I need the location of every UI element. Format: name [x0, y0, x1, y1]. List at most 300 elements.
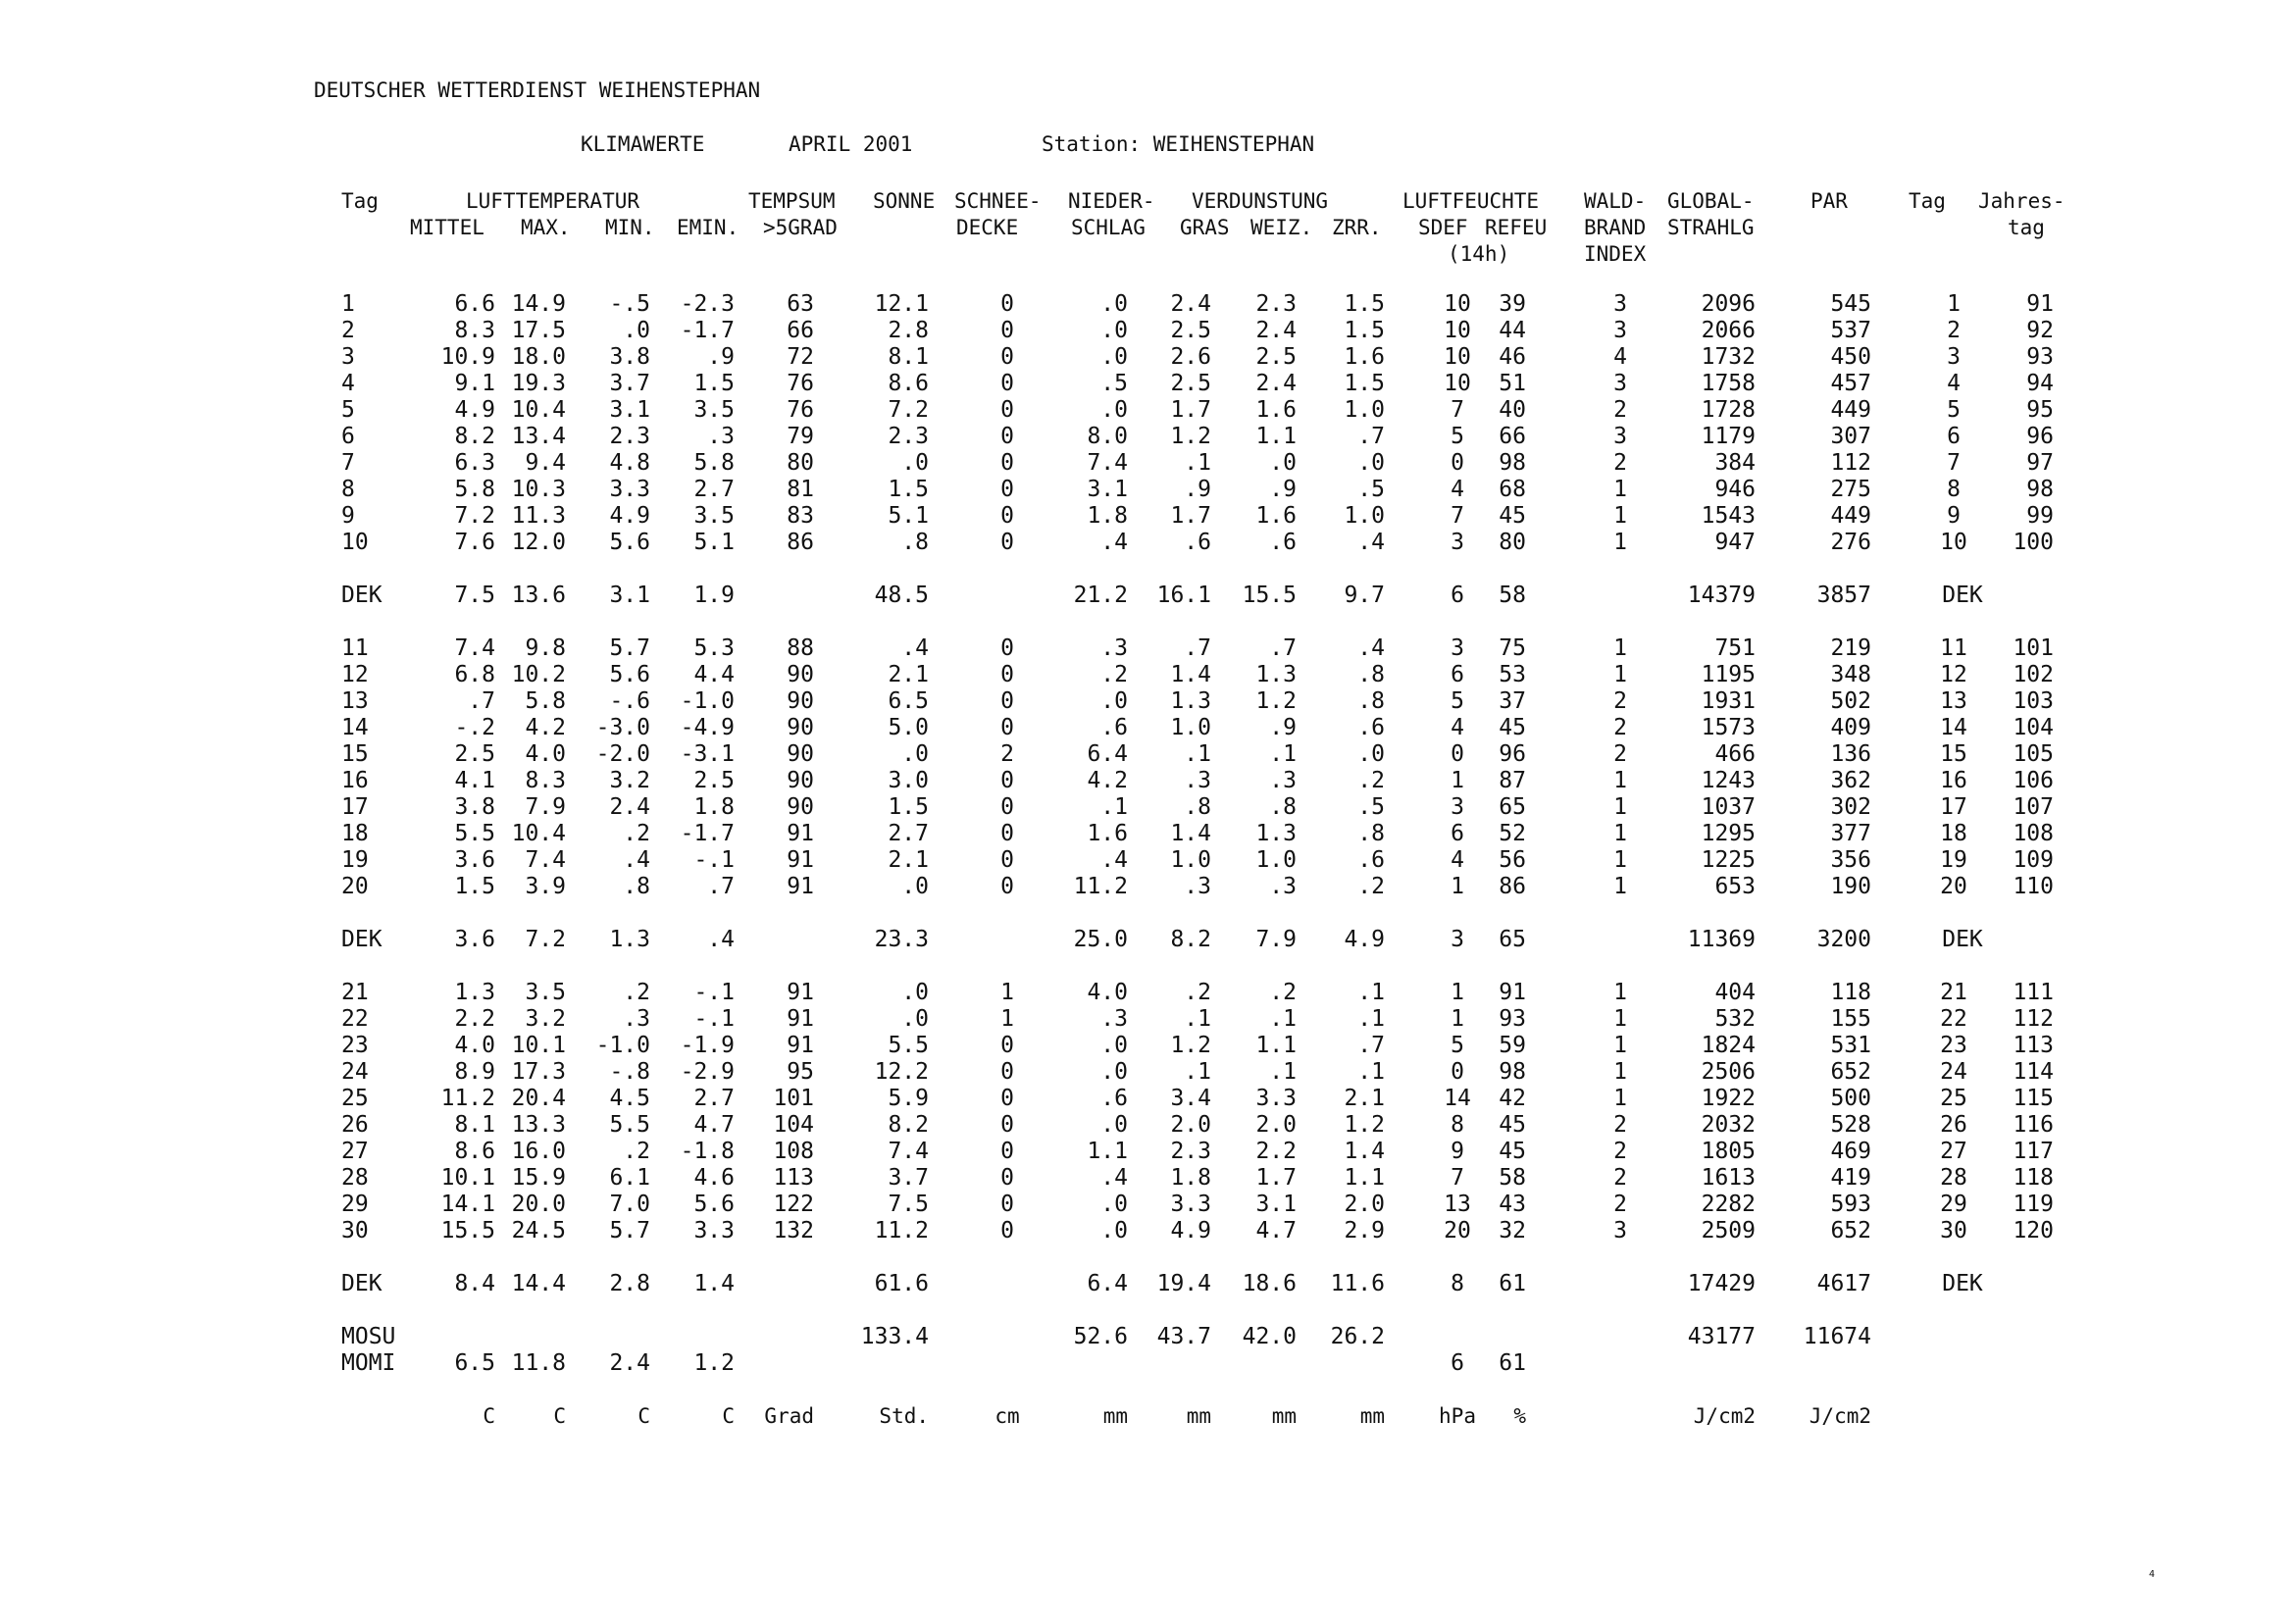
table-cell: 21: [341, 980, 369, 1005]
page-mark: 4: [2149, 1569, 2156, 1580]
table-cell: 2: [1613, 688, 1627, 714]
table-cell: 116: [2013, 1112, 2054, 1138]
table-cell: 3.7: [888, 1165, 929, 1191]
table-cell: 13: [1940, 688, 1967, 714]
table-cell: 3.1: [609, 583, 650, 608]
table-cell: 2.3: [609, 424, 650, 449]
table-cell: 25.0: [1073, 927, 1128, 952]
table-cell: -1.0: [595, 1033, 650, 1058]
table-cell: .7: [1184, 635, 1211, 661]
table-cell: 4.9: [454, 397, 495, 423]
table-cell: 2.3: [888, 424, 929, 449]
table-cell: 1: [1613, 662, 1627, 687]
day-row: [0, 1111, 2294, 1139]
table-cell: 51: [1499, 371, 1526, 396]
column-header: Tag: [1909, 189, 1946, 213]
table-cell: 537: [1830, 318, 1871, 343]
table-cell: .8: [1184, 794, 1211, 820]
table-cell: 10.4: [511, 821, 566, 846]
table-cell: 1.6: [1255, 397, 1297, 423]
table-cell: 1: [341, 291, 355, 317]
table-cell: 118: [2013, 1165, 2054, 1191]
table-cell: 362: [1830, 768, 1871, 793]
unit-label: C: [553, 1404, 566, 1428]
table-cell: 6: [1451, 583, 1464, 608]
table-cell: 133.4: [860, 1324, 929, 1349]
monthly-sum-row: [0, 1323, 2294, 1350]
table-cell: 190: [1830, 874, 1871, 899]
table-cell: 1.4: [693, 1271, 735, 1296]
table-cell: 7.2: [454, 503, 495, 529]
table-cell: 76: [787, 397, 814, 423]
table-cell: 6.1: [609, 1165, 650, 1191]
table-cell: 0: [1000, 1059, 1014, 1085]
table-cell: 8: [1451, 1112, 1464, 1138]
table-cell: 4617: [1816, 1271, 1871, 1296]
table-cell: 6: [1947, 424, 1961, 449]
table-cell: 5.9: [888, 1086, 929, 1111]
table-cell: 3.3: [1255, 1086, 1297, 1111]
table-cell: 7.4: [888, 1139, 929, 1164]
day-row: [0, 370, 2294, 397]
table-cell: 40: [1499, 397, 1526, 423]
day-row: [0, 1164, 2294, 1192]
table-cell: -2.0: [595, 741, 650, 767]
column-header: GRAS: [1180, 216, 1230, 239]
table-cell: 16.1: [1156, 583, 1211, 608]
table-cell: 404: [1714, 980, 1756, 1005]
day-row: [0, 740, 2294, 768]
table-cell: 42: [1499, 1086, 1526, 1111]
day-row: [0, 1138, 2294, 1165]
table-cell: 4.0: [454, 1033, 495, 1058]
decade-summary-row: [0, 1270, 2294, 1297]
table-cell: 24: [1940, 1059, 1967, 1085]
table-cell: 29: [341, 1192, 369, 1217]
table-cell: .4: [1100, 530, 1128, 555]
table-cell: 2.2: [454, 1006, 495, 1032]
table-cell: 1.5: [1344, 318, 1385, 343]
table-cell: .4: [1357, 530, 1385, 555]
table-cell: 4.2: [1087, 768, 1128, 793]
table-cell: 419: [1830, 1165, 1871, 1191]
table-cell: .6: [1184, 530, 1211, 555]
table-cell: .8: [1357, 821, 1385, 846]
table-cell: 19: [341, 847, 369, 873]
unit-label: cm: [994, 1404, 1020, 1428]
table-cell: 3: [1451, 635, 1464, 661]
table-cell: 11.2: [440, 1086, 495, 1111]
table-cell: 1.0: [1170, 847, 1211, 873]
table-cell: 947: [1714, 530, 1756, 555]
table-cell: .1: [1269, 1006, 1297, 1032]
table-cell: 65: [1499, 794, 1526, 820]
table-cell: 22: [1940, 1006, 1967, 1032]
table-cell: 1.2: [1255, 688, 1297, 714]
table-cell: 20: [341, 874, 369, 899]
table-cell: 6.5: [888, 688, 929, 714]
table-cell: 2.5: [693, 768, 735, 793]
table-cell: 2096: [1701, 291, 1756, 317]
report-period: APRIL 2001: [789, 132, 913, 156]
table-cell: 2.7: [888, 821, 929, 846]
table-cell: -.8: [609, 1059, 650, 1085]
table-cell: 4: [341, 371, 355, 396]
table-cell: 28: [1940, 1165, 1967, 1191]
table-cell: 1037: [1701, 794, 1756, 820]
table-cell: 7.6: [454, 530, 495, 555]
table-cell: .1: [1269, 741, 1297, 767]
table-cell: 1.3: [1255, 662, 1297, 687]
table-cell: .0: [1100, 397, 1128, 423]
table-cell: 2: [1613, 450, 1627, 476]
table-cell: 2: [1613, 1165, 1627, 1191]
table-cell: .0: [1100, 1059, 1128, 1085]
table-cell: 155: [1830, 1006, 1871, 1032]
table-cell: 2.5: [1170, 371, 1211, 396]
table-cell: 2.3: [1170, 1139, 1211, 1164]
column-header: SCHLAG: [1071, 216, 1146, 239]
table-cell: 6: [1451, 662, 1464, 687]
table-cell: 8.4: [454, 1271, 495, 1296]
table-cell: 15.9: [511, 1165, 566, 1191]
table-cell: 4.6: [693, 1165, 735, 1191]
table-cell: 653: [1714, 874, 1756, 899]
day-row: [0, 449, 2294, 477]
table-cell: 0: [1000, 662, 1014, 687]
table-cell: 3.2: [609, 768, 650, 793]
table-cell: 8.1: [454, 1112, 495, 1138]
table-cell: 87: [1499, 768, 1526, 793]
table-cell: 0: [1000, 874, 1014, 899]
column-header: ZRR.: [1332, 216, 1382, 239]
table-cell: 76: [787, 371, 814, 396]
table-cell: 1.2: [1170, 1033, 1211, 1058]
table-cell: 20: [1444, 1218, 1471, 1243]
table-cell: 7.2: [888, 397, 929, 423]
table-cell: 23: [341, 1033, 369, 1058]
table-cell: 1.0: [1344, 397, 1385, 423]
table-cell: DEK: [1942, 1271, 1983, 1296]
table-cell: 7.9: [1255, 927, 1297, 952]
table-cell: 4.4: [693, 662, 735, 687]
table-cell: 96: [2026, 424, 2054, 449]
table-cell: 3: [1451, 794, 1464, 820]
table-cell: .8: [901, 530, 929, 555]
table-cell: 356: [1830, 847, 1871, 873]
table-cell: 2: [1613, 715, 1627, 740]
table-cell: 4.9: [609, 503, 650, 529]
table-cell: 103: [2013, 688, 2054, 714]
table-cell: 1195: [1701, 662, 1756, 687]
table-cell: .1: [1357, 1006, 1385, 1032]
table-cell: 4.1: [454, 768, 495, 793]
table-cell: 27: [1940, 1139, 1967, 1164]
table-cell: .2: [1357, 768, 1385, 793]
table-cell: .0: [1100, 291, 1128, 317]
table-cell: .5: [1100, 371, 1128, 396]
table-cell: 449: [1830, 503, 1871, 529]
table-cell: 0: [1000, 503, 1014, 529]
table-cell: .0: [623, 318, 650, 343]
table-cell: 9.7: [1344, 583, 1385, 608]
table-cell: 5: [341, 397, 355, 423]
table-cell: 14.9: [511, 291, 566, 317]
table-cell: 1.0: [1170, 715, 1211, 740]
table-cell: 1: [1451, 874, 1464, 899]
table-cell: 1: [1613, 503, 1627, 529]
table-cell: 0: [1000, 397, 1014, 423]
table-cell: 27: [341, 1139, 369, 1164]
table-cell: 100: [2013, 530, 2054, 555]
column-header: NIEDER-: [1068, 189, 1155, 213]
table-cell: 1.5: [454, 874, 495, 899]
table-cell: 3.1: [1255, 1192, 1297, 1217]
table-cell: 1.8: [1170, 1165, 1211, 1191]
table-cell: 112: [1830, 450, 1871, 476]
table-cell: 0: [1000, 424, 1014, 449]
table-cell: 449: [1830, 397, 1871, 423]
table-cell: 66: [787, 318, 814, 343]
table-cell: 108: [773, 1139, 814, 1164]
table-cell: .0: [1100, 344, 1128, 370]
unit-label: mm: [1186, 1404, 1211, 1428]
table-cell: 502: [1830, 688, 1871, 714]
table-cell: 2032: [1701, 1112, 1756, 1138]
table-cell: 10: [1444, 371, 1471, 396]
table-cell: 86: [787, 530, 814, 555]
table-cell: 3.1: [1087, 477, 1128, 502]
table-cell: 115: [2013, 1086, 2054, 1111]
table-cell: 10: [1444, 318, 1471, 343]
table-cell: 6: [1451, 821, 1464, 846]
table-cell: 119: [2013, 1192, 2054, 1217]
table-cell: 4.8: [609, 450, 650, 476]
table-cell: 11.3: [511, 503, 566, 529]
table-cell: 3857: [1816, 583, 1871, 608]
table-cell: 3.1: [609, 397, 650, 423]
table-cell: 1.7: [1170, 397, 1211, 423]
table-cell: 7: [1947, 450, 1961, 476]
day-row: [0, 1191, 2294, 1218]
table-cell: 21.2: [1073, 583, 1128, 608]
table-cell: .4: [623, 847, 650, 873]
table-cell: 11: [341, 635, 369, 661]
table-cell: 7.5: [888, 1192, 929, 1217]
table-cell: 4: [1451, 847, 1464, 873]
table-cell: 91: [787, 1033, 814, 1058]
table-cell: 8: [1947, 477, 1961, 502]
table-cell: 45: [1499, 503, 1526, 529]
table-cell: 276: [1830, 530, 1871, 555]
column-header: STRAHLG: [1667, 216, 1755, 239]
table-cell: 24.5: [511, 1218, 566, 1243]
table-cell: 11.2: [874, 1218, 929, 1243]
table-cell: 91: [787, 821, 814, 846]
column-header: TEMPSUM: [748, 189, 836, 213]
table-cell: 8.2: [888, 1112, 929, 1138]
table-cell: 1: [1613, 874, 1627, 899]
table-cell: 7: [1451, 503, 1464, 529]
table-cell: MOMI: [341, 1350, 396, 1376]
table-cell: 56: [1499, 847, 1526, 873]
table-cell: .2: [1269, 980, 1297, 1005]
table-cell: .1: [1184, 1006, 1211, 1032]
table-cell: 20: [1940, 874, 1967, 899]
table-cell: 1.6: [1255, 503, 1297, 529]
table-cell: 1243: [1701, 768, 1756, 793]
table-cell: 96: [1499, 741, 1526, 767]
table-cell: 2.0: [1255, 1112, 1297, 1138]
table-cell: 22: [341, 1006, 369, 1032]
table-cell: 13: [1444, 1192, 1471, 1217]
table-cell: 9.1: [454, 371, 495, 396]
table-cell: .6: [1357, 715, 1385, 740]
table-cell: 3: [1613, 424, 1627, 449]
table-cell: 3: [1451, 530, 1464, 555]
table-cell: 545: [1830, 291, 1871, 317]
table-cell: .0: [1357, 741, 1385, 767]
table-cell: 1: [1000, 980, 1014, 1005]
table-cell: 2.4: [1170, 291, 1211, 317]
table-cell: 92: [2026, 318, 2054, 343]
table-cell: 8.3: [454, 318, 495, 343]
table-cell: 6.3: [454, 450, 495, 476]
table-cell: 8.9: [454, 1059, 495, 1085]
table-cell: 1: [1613, 1086, 1627, 1111]
table-cell: 118: [1830, 980, 1871, 1005]
table-cell: 90: [787, 715, 814, 740]
table-cell: .7: [1269, 635, 1297, 661]
unit-label: mm: [1359, 1404, 1385, 1428]
column-header: WEIZ.: [1250, 216, 1313, 239]
table-cell: 2: [1613, 741, 1627, 767]
table-cell: 1732: [1701, 344, 1756, 370]
table-cell: .0: [1100, 688, 1128, 714]
table-cell: 15.5: [1242, 583, 1297, 608]
table-cell: 1.3: [1170, 688, 1211, 714]
table-cell: 3.3: [693, 1218, 735, 1243]
table-cell: 30: [341, 1218, 369, 1243]
table-cell: 8.1: [888, 344, 929, 370]
table-cell: 0: [1000, 1112, 1014, 1138]
table-cell: 111: [2013, 980, 2054, 1005]
table-cell: 17429: [1687, 1271, 1756, 1296]
table-cell: .8: [1357, 688, 1385, 714]
header-row: [0, 240, 2294, 268]
day-row: [0, 1217, 2294, 1244]
table-cell: 2.1: [1344, 1086, 1385, 1111]
table-cell: 3.0: [888, 768, 929, 793]
table-cell: 112: [2013, 1006, 2054, 1032]
table-cell: 2: [1613, 1192, 1627, 1217]
table-cell: 110: [2013, 874, 2054, 899]
table-cell: 6.4: [1087, 1271, 1128, 1296]
table-cell: 6.5: [454, 1350, 495, 1376]
table-cell: .1: [1357, 1059, 1385, 1085]
table-cell: 90: [787, 768, 814, 793]
decade-summary-row: [0, 582, 2294, 609]
table-cell: 4.7: [1255, 1218, 1297, 1243]
table-cell: 6: [1451, 1350, 1464, 1376]
table-cell: 4.9: [1170, 1218, 1211, 1243]
table-cell: 93: [2026, 344, 2054, 370]
table-cell: 5.1: [693, 530, 735, 555]
day-row: [0, 343, 2294, 371]
table-cell: 7.4: [525, 847, 566, 873]
table-cell: 72: [787, 344, 814, 370]
table-cell: 0: [1000, 1139, 1014, 1164]
table-cell: 0: [1000, 821, 1014, 846]
day-row: [0, 846, 2294, 874]
table-cell: 3.3: [609, 477, 650, 502]
table-cell: 132: [773, 1218, 814, 1243]
units-row: [0, 1402, 2294, 1430]
table-cell: 7.4: [454, 635, 495, 661]
table-cell: 52: [1499, 821, 1526, 846]
table-cell: 1.8: [1087, 503, 1128, 529]
table-cell: 81: [787, 477, 814, 502]
table-cell: 61.6: [874, 1271, 929, 1296]
day-row: [0, 767, 2294, 794]
table-cell: .3: [1184, 874, 1211, 899]
day-row: [0, 290, 2294, 318]
table-cell: .3: [1269, 768, 1297, 793]
table-cell: 1: [1613, 477, 1627, 502]
table-cell: 21: [1940, 980, 1967, 1005]
table-cell: 2.8: [888, 318, 929, 343]
unit-label: hPa: [1439, 1404, 1476, 1428]
table-cell: 3: [1451, 927, 1464, 952]
day-row: [0, 1058, 2294, 1086]
table-cell: 28: [341, 1165, 369, 1191]
table-cell: 15: [1940, 741, 1967, 767]
table-cell: 0: [1000, 477, 1014, 502]
table-cell: .9: [1269, 477, 1297, 502]
table-cell: 1.6: [1344, 344, 1385, 370]
table-cell: 10: [1444, 344, 1471, 370]
table-cell: -.1: [693, 980, 735, 1005]
table-cell: 5.1: [888, 503, 929, 529]
table-cell: 16: [341, 768, 369, 793]
table-cell: DEK: [341, 1271, 382, 1296]
table-cell: 26: [341, 1112, 369, 1138]
day-row: [0, 476, 2294, 503]
table-cell: 39: [1499, 291, 1526, 317]
table-cell: 12.2: [874, 1059, 929, 1085]
table-cell: 14: [1444, 1086, 1471, 1111]
table-cell: 1.1: [1255, 1033, 1297, 1058]
column-header: DECKE: [956, 216, 1019, 239]
table-cell: .4: [1357, 635, 1385, 661]
table-cell: 0: [1000, 1165, 1014, 1191]
table-cell: .0: [901, 1006, 929, 1032]
table-cell: 3.2: [525, 1006, 566, 1032]
table-cell: -3.1: [680, 741, 735, 767]
table-cell: 0: [1000, 344, 1014, 370]
table-cell: 2.4: [609, 794, 650, 820]
table-cell: .2: [1184, 980, 1211, 1005]
table-cell: 79: [787, 424, 814, 449]
table-cell: 10: [341, 530, 369, 555]
table-cell: 18.6: [1242, 1271, 1297, 1296]
day-row: [0, 317, 2294, 344]
column-header: BRAND: [1584, 216, 1647, 239]
table-cell: 90: [787, 794, 814, 820]
column-header: MIN.: [605, 216, 655, 239]
table-cell: 1931: [1701, 688, 1756, 714]
table-cell: 23.3: [874, 927, 929, 952]
